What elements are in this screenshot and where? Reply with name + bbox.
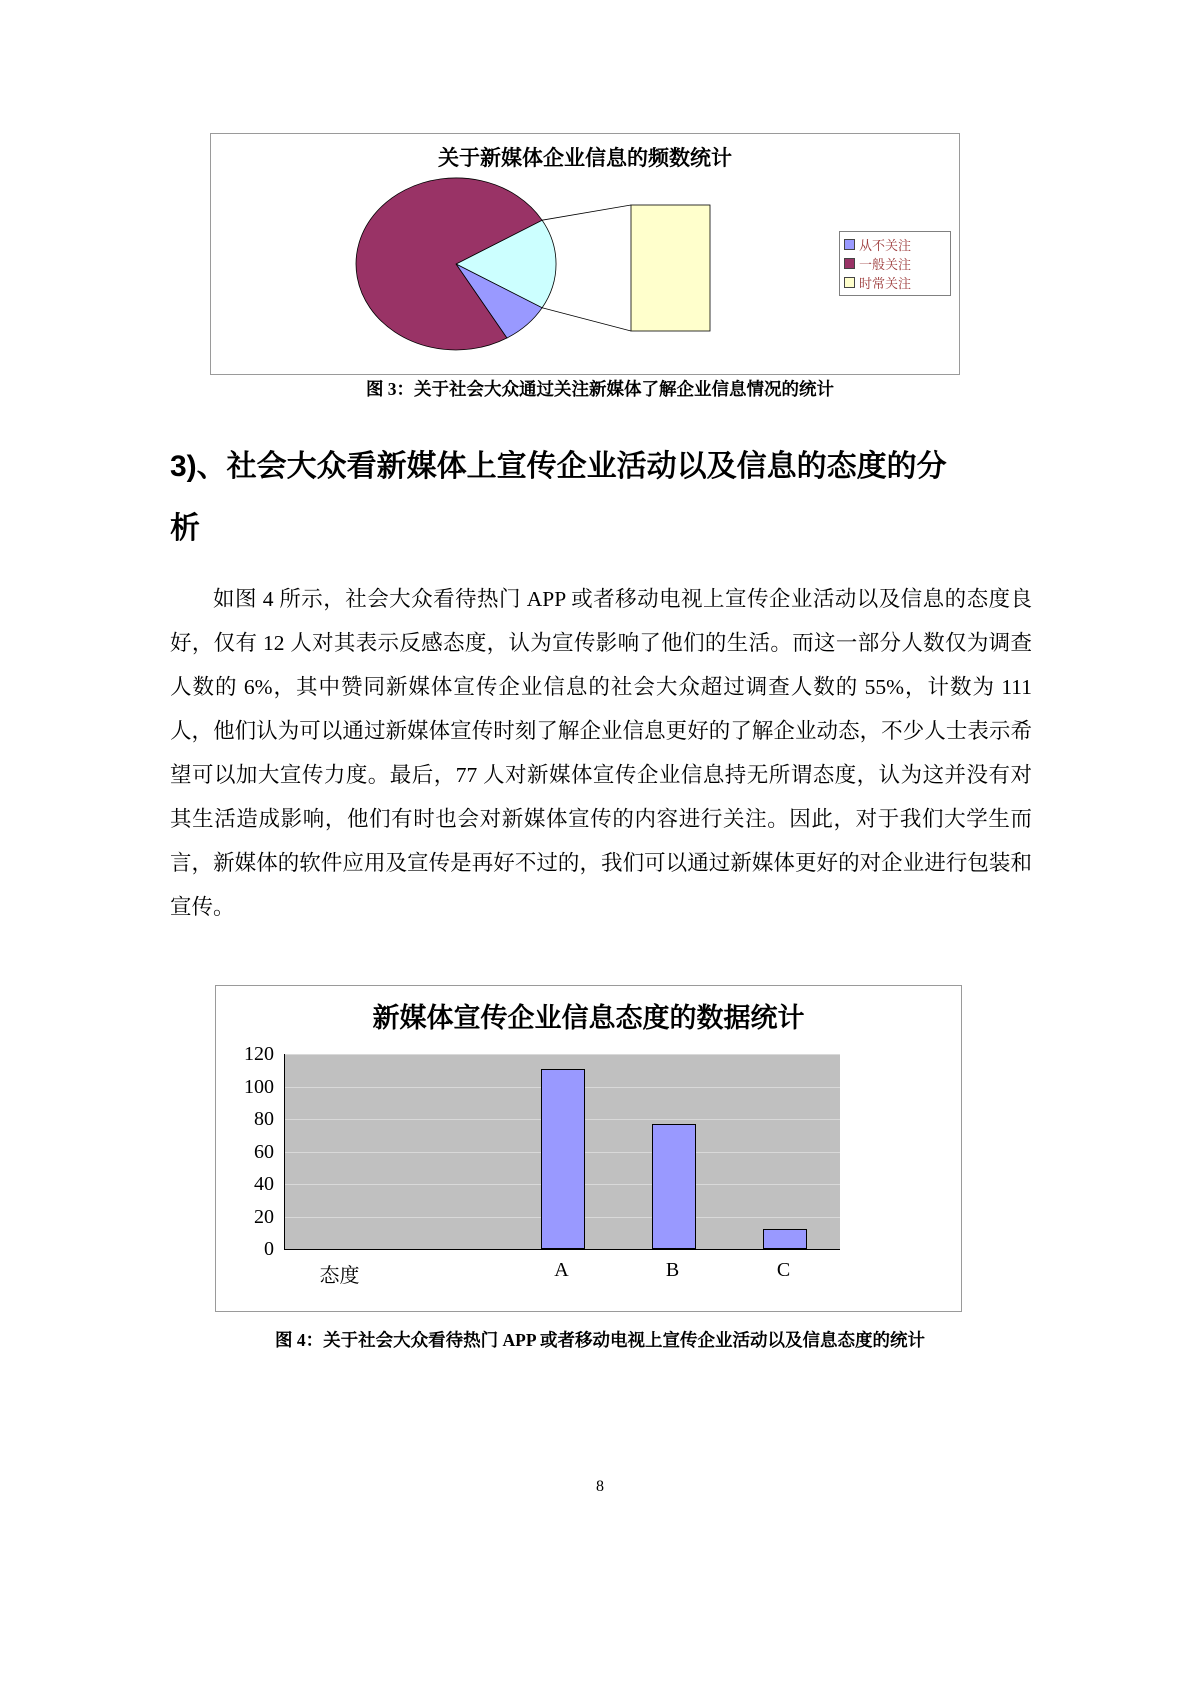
legend-item-label: 从不关注	[859, 238, 912, 253]
figure4-chart-title: 新媒体宣传企业信息态度的数据统计	[372, 1003, 805, 1033]
legend-color-swatch-icon	[844, 277, 855, 288]
figure4-caption: 图 4：关于社会大众看待热门 APP 或者移动电视上宣传企业活动以及信息态度的统计	[275, 1330, 925, 1350]
x-axis-tick-label: B	[665, 1259, 680, 1281]
bar-chart-plot-area	[284, 1054, 840, 1250]
figure3-chart-title: 关于新媒体企业信息的频数统计	[438, 147, 732, 170]
pie-legend	[839, 231, 951, 296]
y-axis-tick-label: 120	[244, 1043, 274, 1065]
y-axis-tick-label: 60	[254, 1140, 274, 1163]
legend-item	[844, 273, 946, 292]
bar	[763, 1229, 807, 1249]
y-axis-tick-label: 40	[254, 1173, 274, 1195]
page-number: 8	[596, 1478, 604, 1495]
gridline	[285, 1054, 840, 1055]
figure3-chart	[210, 133, 960, 375]
y-axis-tick-label: 0	[264, 1238, 274, 1260]
figure3-caption: 图 3：关于社会大众通过关注新媒体了解企业信息情况的统计	[365, 379, 835, 399]
bar	[541, 1069, 585, 1249]
legend-color-swatch-icon	[844, 258, 855, 269]
bar	[652, 1124, 696, 1249]
body-paragraph: 如图 4 所示，社会大众看待热门 APP 或者移动电视上宣传企业活动以及信息的态度良好，仅有 12 人对其表示反感态度，认为宣传影响了他们的生活。而这一部分人数仅为调查人数的 6%，其中赞同新媒体宣传企业信息的社会大众超过调查人数的 55%，计数为 111 人，他们认为可以通过新媒体宣传时刻了解企业信息更好的了解企业动态，不少人士表示希望可以加大宣传力度。最后，77 人对新媒体宣传企业信息持无所谓态度，认为这并没有对其生活造成影响，他们有时也会对新媒体宣传的内容进行关注。因此，对于我们大学生而言，新媒体的软件应用及宣传是再好不过的，我们可以通过新媒体更好的对企业进行包装和宣传。	[170, 587, 1032, 919]
x-axis-tick-label: A	[554, 1259, 569, 1281]
figure4-chart	[215, 985, 962, 1312]
x-axis-tick-label: C	[776, 1259, 791, 1281]
legend-item	[844, 235, 946, 254]
y-axis-tick-label: 20	[254, 1205, 274, 1228]
section-heading: 3)、社会大众看新媒体上宣传企业活动以及信息的态度的分析	[170, 450, 947, 545]
legend-color-swatch-icon	[844, 239, 855, 250]
y-axis-tick-label: 80	[254, 1108, 274, 1130]
x-axis-tick-label: 态度	[319, 1265, 360, 1287]
legend-item-label: 时常关注	[859, 276, 912, 291]
y-axis-tick-label: 100	[244, 1075, 274, 1098]
legend-item	[844, 254, 946, 273]
legend-item-label: 一般关注	[859, 257, 912, 272]
